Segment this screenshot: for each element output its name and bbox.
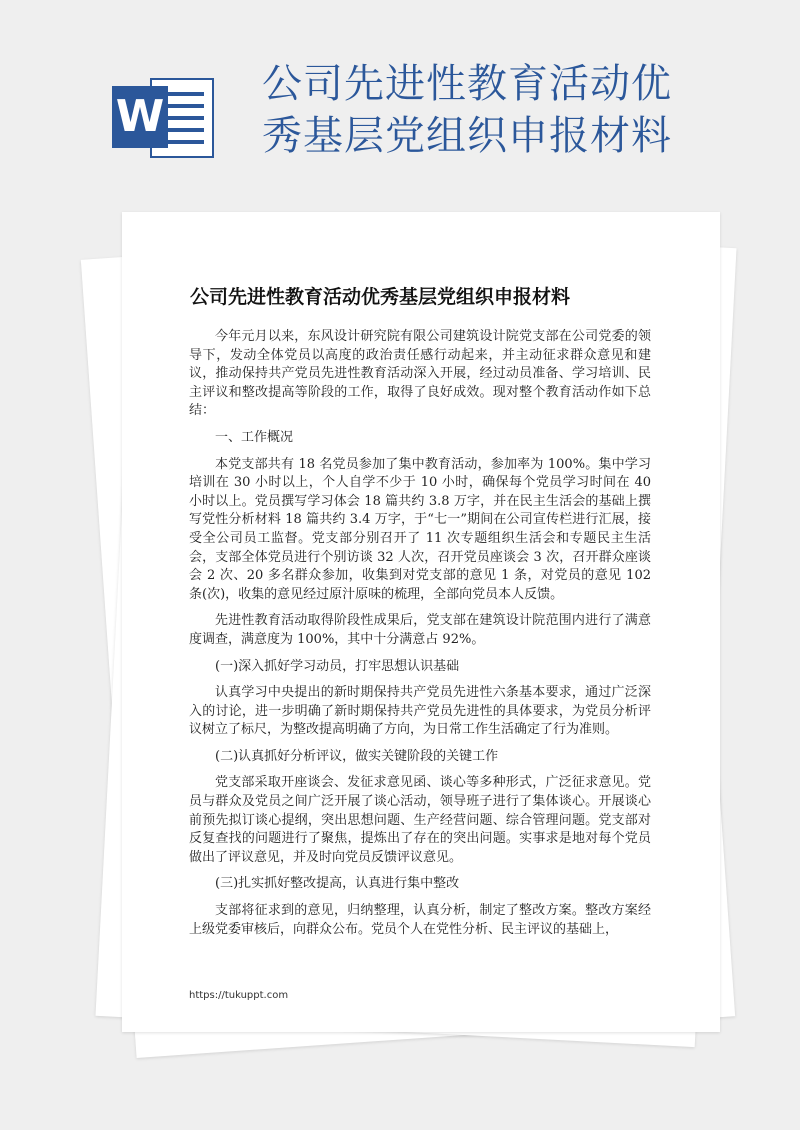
header xyxy=(0,0,800,210)
subsection-heading: (二)认真抓好分析评议，做实关键阶段的关键工作 xyxy=(215,748,499,764)
subsection-heading: (三)扎实抓好整改提高，认真进行集中整改 xyxy=(215,876,460,892)
body-paragraph: 先进性教育活动取得阶段性成果后，党支部在建筑设计院范围内进行了满意度调查，满意度为 100%，其中十分满意占 92%。 xyxy=(189,613,651,647)
footer-url: https://tukuppt.com xyxy=(189,990,289,1001)
document-title: 公司先进性教育活动优秀基层党组织申报材料 xyxy=(190,286,571,308)
subsection-heading: (一)深入抓好学习动员，打牢思想认识基础 xyxy=(215,658,460,674)
document-body xyxy=(189,328,651,947)
section-heading: 一、工作概况 xyxy=(215,429,294,445)
body-paragraph: 今年元月以来，东风设计研究院有限公司建筑设计院党支部在公司党委的领导下，发动全体党员以高度的政治责任感行动起来，并主动征求群众意见和建议，推动保持共产党员先进性教育活动深入开展，经过动员准备、学习培训、民主评议和整改提高等阶段的工作，取得了良好成效。现对整个教育活动作如下总结： xyxy=(189,329,651,419)
body-paragraph: 支部将征求到的意见，归纳整理，认真分析，制定了整改方案。整改方案经上级党委审核后，向群众公布。党员个人在党性分析、民主评议的基础上， xyxy=(189,903,651,937)
document-page xyxy=(122,212,720,1032)
body-paragraph: 党支部采取开座谈会、发征求意见函、谈心等多种形式，广泛征求意见。党员与群众及党员之间广泛开展了谈心活动，领导班子进行了集体谈心。开展谈心前预先拟订谈心提纲，突出思想问题、生产经营问题、综合管理问题。党支部对反复查找的问题进行了聚焦，提炼出了存在的突出问题。实事求是地对每个党员做出了评议意见，并及时向党员反馈评议意见。 xyxy=(189,775,651,865)
body-paragraph: 认真学习中央提出的新时期保持共产党员先进性六条基本要求，通过广泛深入的讨论，进一步明确了新时期保持共产党员先进性的具体要求，为党员分析评议树立了标尺，为整改提高明确了方向，为日常工作生活确定了行为准则。 xyxy=(189,685,651,738)
word-document-icon xyxy=(112,72,218,164)
word-letter-badge: W xyxy=(112,86,168,148)
body-paragraph: 本党支部共有 18 名党员参加了集中教育活动，参加率为 100%。集中学习培训在 30 小时以上，个人自学不少于 10 小时，确保每个党员学习时间在 40 小时以上。党员撰写学习体会 18 篇共约 3.8 万字，并在民主生活会的基础上撰写党性分析材料 18 篇共约 3.4 万字，于“七一”期间在公司宣传栏进行汇展，接受全公司员工监督。党支部分别召开了 11 次专题组织生活会和专题民主生活会，支部全体党员进行个别访谈 32 人次，召开党员座谈会 3 次，召开群众座谈会 2 次、20 多名群众参加，收集到对党支部的意见 1 条，对党员的意见 102 条(次)，收集的意见经过原汁原味的梳理，全部向党员本人反馈。 xyxy=(189,456,651,602)
header-title: 公司先进性教育活动优秀基层党组织申报材料 xyxy=(262,61,672,159)
